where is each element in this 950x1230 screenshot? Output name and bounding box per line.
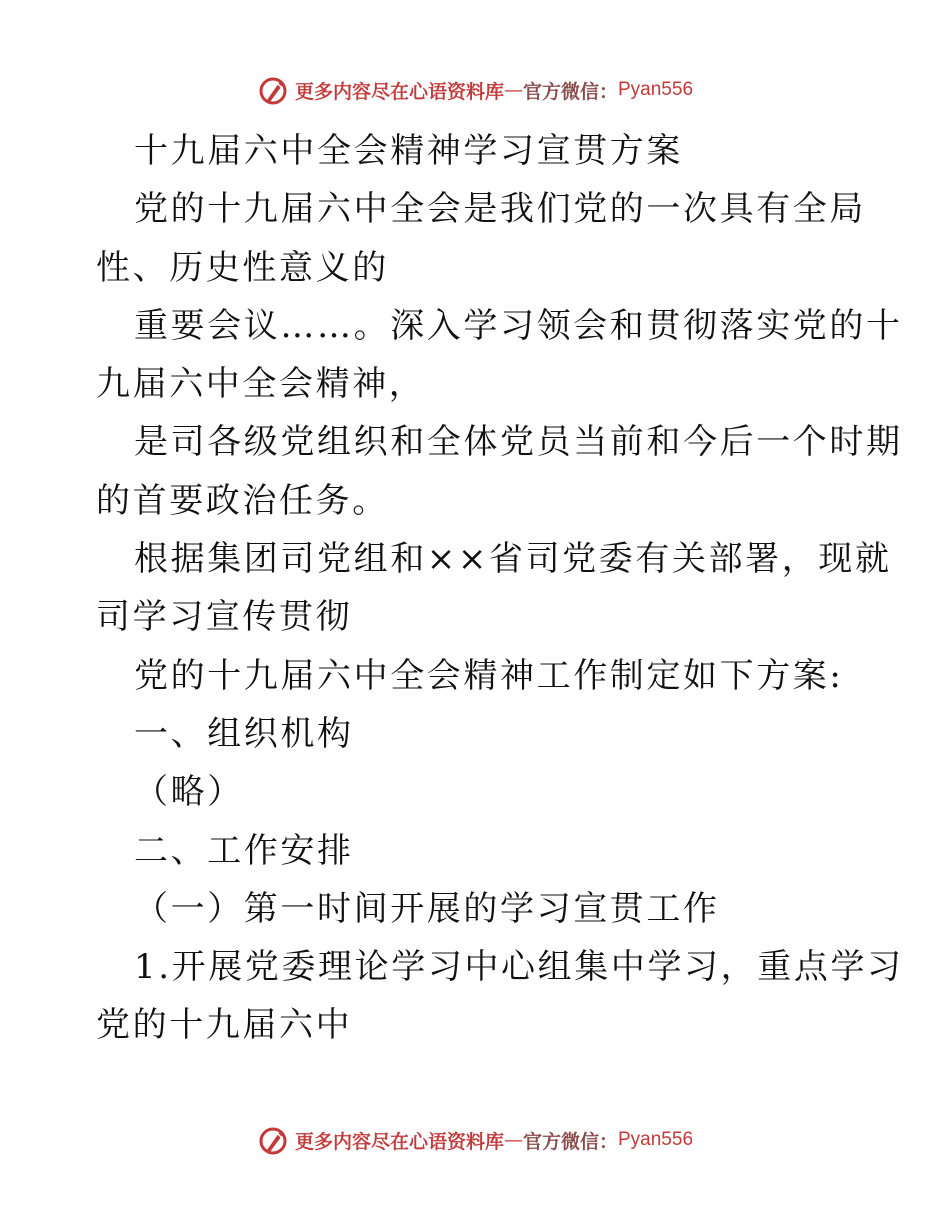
doc-line: 党的十九届六中	[96, 1005, 353, 1046]
banner-wechat-id: Pyan556	[618, 1129, 694, 1150]
banner-wechat-id: Pyan556	[618, 79, 694, 100]
banner-sub-text: 官方微信：	[522, 80, 618, 103]
doc-line: 九届六中全会精神，	[96, 364, 426, 405]
section-heading: 一、组织机构	[134, 713, 354, 754]
banner-main-text: 更多内容尽在心语资料库	[294, 80, 504, 103]
doc-line: 的首要政治任务。	[96, 480, 389, 521]
header-banner	[0, 70, 950, 110]
doc-line: 党的十九届六中全会是我们党的一次具有全局	[134, 189, 866, 230]
doc-line: 根据集团司党组和××省司党委有关部署，现就	[134, 539, 892, 580]
footer-banner	[0, 1120, 950, 1160]
doc-line: 性、历史性意义的	[96, 247, 389, 288]
doc-line: 1.开展党委理论学习中心组集中学习，重点学习	[134, 947, 904, 988]
doc-line: 重要会议……。深入学习领会和贯彻落实党的十	[134, 305, 903, 346]
doc-line: （略）	[134, 772, 244, 813]
quill-logo-icon	[257, 74, 289, 106]
quill-logo-icon	[257, 1124, 289, 1156]
document-body	[96, 122, 904, 1055]
doc-title: 十九届六中全会精神学习宣贯方案	[134, 131, 683, 171]
banner-dash: —	[503, 79, 523, 101]
banner-sub-text: 官方微信：	[522, 1130, 618, 1153]
banner-main-text: 更多内容尽在心语资料库	[294, 1130, 504, 1153]
doc-line: 是司各级党组织和全体党员当前和今后一个时期	[134, 422, 903, 463]
doc-line: 党的十九届六中全会精神工作制定如下方案:	[134, 655, 844, 696]
section-heading: 二、工作安排	[134, 830, 354, 871]
banner-dash: —	[503, 1129, 523, 1151]
subsection-heading: （一）第一时间开展的学习宣贯工作	[134, 888, 720, 929]
doc-line: 司学习宣传贯彻	[96, 597, 353, 638]
